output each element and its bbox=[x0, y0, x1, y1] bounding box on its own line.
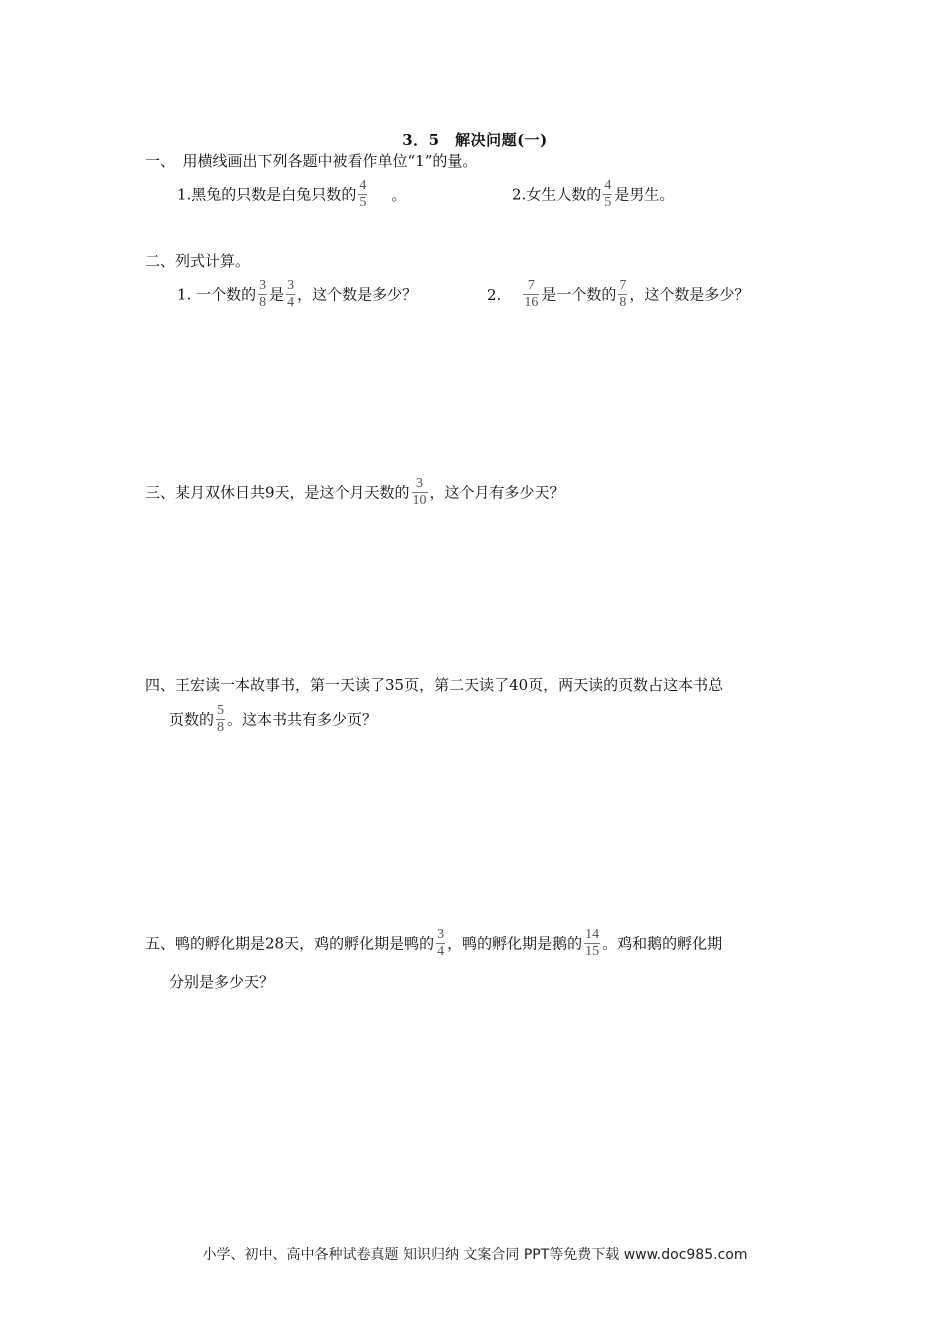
section1-item1-text: 1.黑兔的只数是白兔只数的 bbox=[177, 185, 357, 204]
section1-item1 bbox=[177, 178, 406, 211]
fraction bbox=[523, 278, 539, 311]
fraction-denominator: 4 bbox=[287, 295, 295, 310]
section2-item1-mid: 是 bbox=[269, 285, 285, 304]
fraction-numerator: 7 bbox=[619, 278, 627, 293]
section1-item2-text: 2.女生人数的 bbox=[512, 185, 602, 204]
fraction bbox=[216, 703, 225, 736]
fraction-denominator: 8 bbox=[619, 295, 627, 310]
fraction-denominator: 8 bbox=[259, 295, 267, 310]
fraction-denominator: 16 bbox=[524, 295, 539, 310]
fraction-denominator: 15 bbox=[585, 944, 600, 959]
section1-heading: 一、 用横线画出下列各题中被看作单位“1”的量。 bbox=[145, 152, 478, 170]
fraction-numerator: 3 bbox=[259, 278, 267, 293]
fraction bbox=[603, 178, 612, 211]
page-title: 3．5 解决问题(一) bbox=[402, 131, 548, 149]
fraction bbox=[412, 476, 428, 509]
fraction-numerator: 4 bbox=[604, 178, 612, 193]
fraction bbox=[258, 278, 267, 311]
section1-item1-suffix: 。 bbox=[391, 185, 407, 204]
section3-prefix: 三、某月双休日共9天，是这个月天数的 bbox=[145, 483, 410, 502]
footer-banner: 小学、初中、高中各种试卷真题 知识归纳 文案合同 PPT等免费下载 www.doc985.com bbox=[202, 1247, 748, 1263]
section2-item1 bbox=[177, 278, 417, 311]
fraction-denominator: 10 bbox=[412, 493, 427, 508]
fraction bbox=[286, 278, 295, 311]
section5-line2: 分别是多少天？ bbox=[169, 973, 275, 991]
section4-line1: 四、王宏读一本故事书，第一天读了35页，第二天读了40页，两天读的页数占这本书总 bbox=[145, 676, 724, 694]
section5-mid: ，鸭的孵化期是鹅的 bbox=[447, 934, 583, 953]
section2-item1-prefix: 1. 一个数的 bbox=[177, 285, 257, 304]
section3-suffix: ，这个月有多少天？ bbox=[429, 483, 565, 502]
fraction bbox=[584, 927, 600, 960]
fraction-denominator: 4 bbox=[437, 944, 445, 959]
section4-prefix: 页数的 bbox=[169, 710, 215, 729]
fraction-numerator: 3 bbox=[287, 278, 295, 293]
section1-item2-suffix: 是男生。 bbox=[614, 185, 675, 204]
fraction-numerator: 7 bbox=[527, 278, 535, 293]
section2-item2-prefix: 2. bbox=[487, 285, 502, 304]
fraction bbox=[618, 278, 627, 311]
section2-item2 bbox=[487, 278, 749, 311]
section5-line1 bbox=[145, 927, 722, 960]
section1-item2 bbox=[512, 178, 674, 211]
fraction-denominator: 5 bbox=[359, 195, 367, 210]
section5-suffix: 。鸡和鹅的孵化期 bbox=[602, 934, 723, 953]
section2-heading: 二、列式计算。 bbox=[145, 252, 251, 270]
fraction bbox=[436, 927, 445, 960]
fraction-numerator: 4 bbox=[359, 178, 367, 193]
section3-question bbox=[145, 476, 565, 509]
fraction bbox=[358, 178, 367, 211]
fraction-numerator: 3 bbox=[416, 476, 424, 491]
fraction-numerator: 3 bbox=[437, 927, 445, 942]
section4-suffix: 。这本书共有多少页？ bbox=[227, 710, 378, 729]
section2-item2-suffix: ，这个数是多少？ bbox=[629, 285, 750, 304]
fraction-numerator: 5 bbox=[217, 703, 225, 718]
section5-prefix: 五、鸭的孵化期是28天，鸡的孵化期是鸭的 bbox=[145, 934, 435, 953]
section4-line2 bbox=[169, 703, 377, 736]
section2-item2-mid: 是一个数的 bbox=[541, 285, 617, 304]
fraction-numerator: 14 bbox=[585, 927, 600, 942]
fraction-denominator: 5 bbox=[604, 195, 612, 210]
section2-item1-suffix: ，这个数是多少？ bbox=[297, 285, 418, 304]
fraction-denominator: 8 bbox=[217, 720, 225, 735]
